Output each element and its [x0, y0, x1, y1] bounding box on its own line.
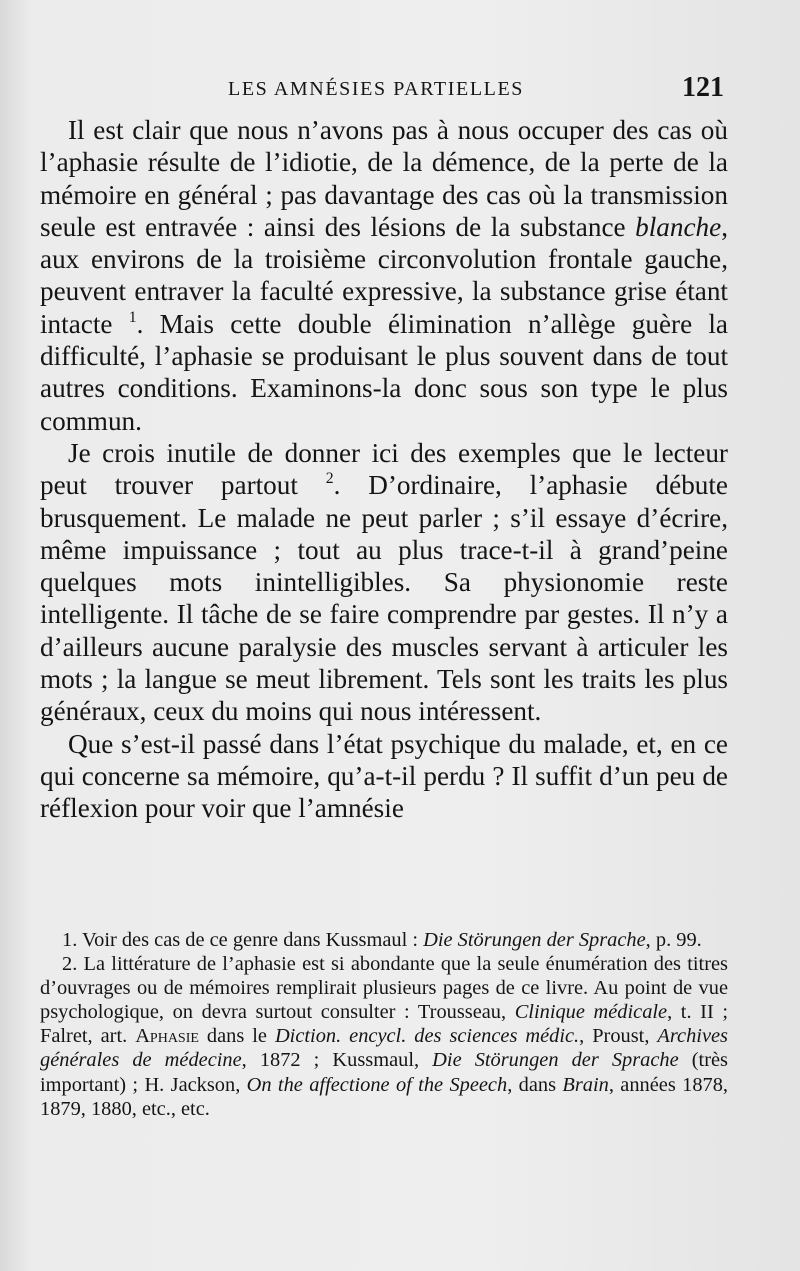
footnote-text: (très important) ; H. Jackson,	[40, 1049, 728, 1096]
paragraph-text: . D’ordinaire, l’aphasie débute brusquement. Le malade ne peut parler ; s’il essaye d’écrire, même impuissance ; tout au plus trace-t-il à grand’peine quelques mots inintelligibles. Sa physionomie reste intelligente. Il tâche de se faire comprendre par gestes. Il n’y a d’ailleurs aucune paralysie des muscles servant à articuler les mots ; la langue se meut librement. Tels sont les traits les plus généraux, ceux du moins qui nous intéressent.	[40, 470, 729, 727]
footnote-italic: Clinique médicale	[514, 1001, 668, 1024]
footnote-italic: Die Störungen der Sprache	[432, 1049, 679, 1072]
footnote-italic: Diction. encycl. des sciences médic.	[274, 1025, 580, 1048]
main-text	[40, 114, 728, 825]
footnote-text: , p. 99.	[645, 929, 702, 951]
paragraph-text: Que s’est-il passé dans l’état psychique du malade, et, en ce qui concerne sa mémoire, qu’a-t-il perdu ? Il suffit d’un peu de réflexion pour voir que l’amnésie	[40, 728, 728, 824]
footnote-text: dans le	[198, 1025, 275, 1048]
paragraph-2	[40, 437, 728, 728]
footnote-2	[40, 952, 728, 1121]
footnote-italic: On the affectione of the Speech	[246, 1073, 508, 1096]
emphasis-text: blanche	[635, 211, 722, 242]
paragraph-text: , aux environs de la troisième circonvolution frontale gauche, peuvent entraver la faculté expressive, la substance grise étant intacte	[40, 211, 728, 339]
page-number: 121	[682, 72, 724, 103]
paragraph-text: . Mais cette double élimination n’allège guère la difficulté, l’aphasie se produisant le plus souvent dans de tout autres conditions. Examinons-la donc sous son type le plus commun.	[40, 308, 728, 436]
paragraph-1	[40, 114, 728, 437]
footnote-ref-1: 1	[128, 308, 137, 326]
footnote-text: , Proust,	[579, 1025, 658, 1048]
footnotes	[40, 928, 728, 1121]
footnote-italic: Die Störungen der Sprache	[423, 929, 646, 951]
footnote-text: 2. La littérature de l’aphasie est si abondante que la seule énumération des titres d’ouvrages ou de mémoires remplirait plusieurs pages de ce livre. Au point de vue psychologique, on devra surtout consulter : Trousseau,	[40, 953, 728, 1024]
footnote-italic: Brain	[562, 1073, 609, 1096]
footnote-text: , années 1878, 1879, 1880, etc., etc.	[40, 1073, 729, 1120]
footnote-ref-2: 2	[325, 470, 334, 488]
page-header	[40, 72, 724, 108]
footnote-text: , t. II ; Falret, art.	[40, 1001, 728, 1048]
footnote-1	[40, 928, 728, 952]
footnote-text: 1. Voir des cas de ce genre dans Kussmaul :	[62, 929, 424, 951]
paragraph-3	[40, 728, 728, 825]
footnote-small-caps: Aphasie	[135, 1025, 199, 1048]
footnote-text: , dans	[507, 1073, 563, 1096]
footnote-italic: Archives générales de médecine	[40, 1025, 728, 1072]
paragraph-text: Il est clair que nous n’avons pas à nous occuper des cas où l’aphasie résulte de l’idiotie, de la démence, de la perte de la mémoire en général ; pas davantage des cas où la transmission seule est entravée : ainsi des lésions de la substance	[40, 115, 728, 242]
footnote-text: , 1872 ; Kussmaul,	[241, 1049, 433, 1072]
paragraph-text: Je crois inutile de donner ici des exemples que le lecteur peut trouver partout	[40, 437, 728, 501]
running-head: LES AMNÉSIES PARTIELLES	[228, 78, 524, 100]
